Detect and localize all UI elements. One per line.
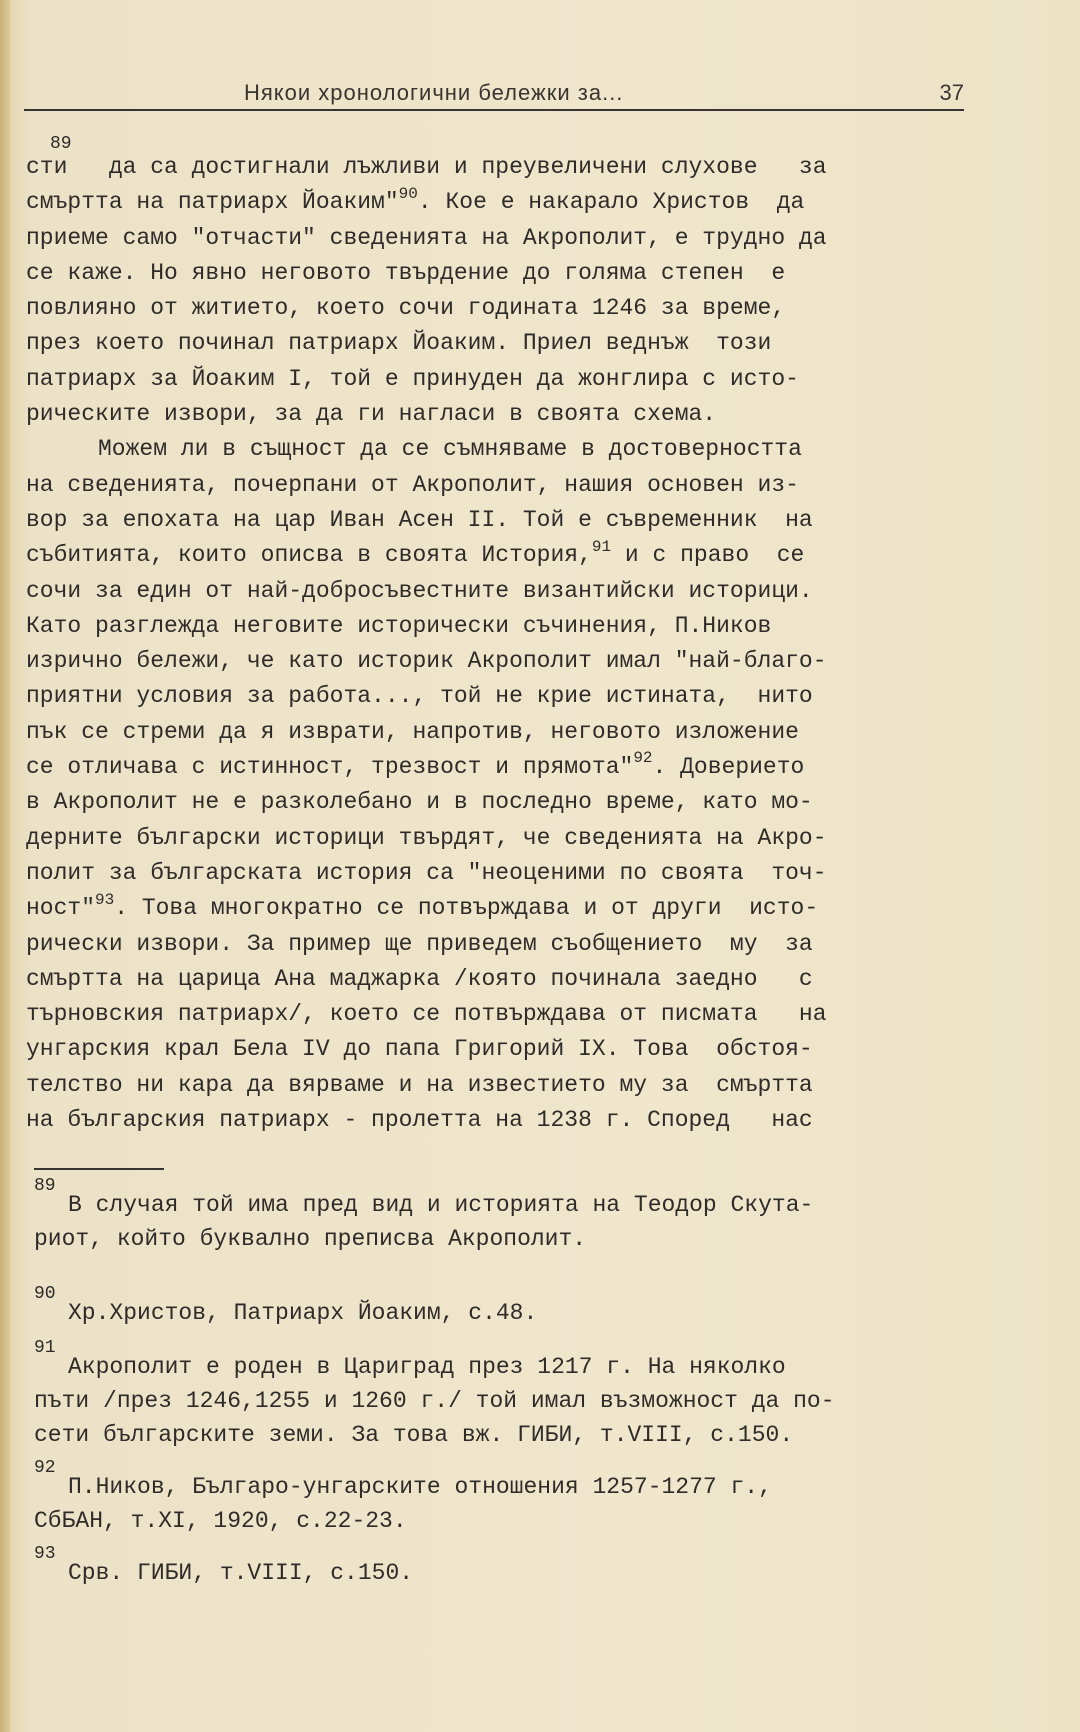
- footnote-ref-92: 92: [633, 749, 653, 768]
- body-line: сти да са достигнали лъжливи и преувеличени слухове за: [26, 154, 827, 180]
- body-line: повлияно от житието, което сочи годината 1246 за време,: [26, 295, 786, 322]
- body-line: се отличава с истинност, трезвост и прямота"$^{92}$. Доверието: [26, 749, 805, 781]
- body-line: рически извори. За пример ще приведем съобщението му за: [26, 930, 813, 957]
- body-line: на сведенията, почерпани от Акрополит, нашия основен из-: [26, 471, 799, 498]
- body-line: през което починал патриарх Йоаким. Приел веднъж този: [26, 330, 772, 357]
- body-line: дерните български историци твърдят, че сведенията на Акро-: [26, 824, 827, 851]
- footnote-ref-90: 90: [398, 184, 418, 203]
- body-line: на българския патриарх - пролетта на 1238 г. Според нас: [26, 1107, 813, 1134]
- body-line: вор за епохата на цар Иван Асен II. Той е съвременник на: [26, 506, 813, 533]
- body-line: сочи за един от най-добросъвестните византийски историци.: [26, 577, 813, 604]
- body-line-paragraph-start: Можем ли в същност да се съмняваме в достоверността: [98, 436, 802, 463]
- body-line: търновския патриарх/, което се потвърждава от писмата на: [26, 1001, 827, 1028]
- body-line: събитията, които описва в своята История,$^{91}$ и с право се: [26, 537, 805, 569]
- body-line: полит за българската история са "неоценими по своята точ-: [26, 859, 827, 886]
- footnote-ref-91: 91: [591, 537, 612, 556]
- body-line: Като разглежда неговите исторически съчинения, П.Ников: [26, 612, 772, 639]
- footnote-ref-93: 93: [95, 890, 115, 909]
- footnote-ref-89: 89: [50, 134, 72, 154]
- body-line: в Акрополит не е разколебано и в последно време, като мо-: [26, 789, 813, 816]
- body-text: [26, 150, 976, 1138]
- footnote-line: СбБАН, т.XI, 1920, с.22-23.: [34, 1508, 407, 1534]
- footnote-line: Хр.Христов, Патриарх Йоаким, с.48.: [68, 1300, 538, 1326]
- body-line: пък се стреми да я изврати, напротив, неговото изложение: [26, 718, 799, 745]
- footnote-line: сети българските земи. За това вж. ГИБИ, т.VIII, с.150.: [34, 1422, 794, 1448]
- body-line: приеме само "отчасти" сведенията на Акрополит, е трудно да: [26, 224, 827, 251]
- body-line: рическите извори, за да ги нагласи в своята схема.: [26, 401, 717, 428]
- running-header-title: Някои хронологични бележки за...: [244, 80, 624, 105]
- footnote-91: [34, 1338, 980, 1458]
- footnote-separator: [34, 1168, 164, 1170]
- body-line: телство ни кара да вярваме и на известието му за смъртта: [26, 1071, 813, 1098]
- body-line: смъртта на царица Ана маджарка /която починала заедно с: [26, 965, 813, 992]
- footnote-number: 91: [34, 1338, 56, 1358]
- body-line: приятни условия за работа..., той не крие истината, нито: [26, 683, 813, 710]
- body-line: ност"$^{93}$. Това многократно се потвърждава и от други исто-: [26, 890, 819, 922]
- footnote-line: пъти /през 1246,1255 и 1260 г./ той имал възможност да по-: [34, 1388, 835, 1414]
- footnote-number: 89: [34, 1176, 56, 1196]
- footnote-line: П.Ников, Българо-унгарските отношения 1257-1277 г.,: [68, 1474, 772, 1500]
- footnotes: [34, 1176, 980, 1598]
- page-spine-shadow: [0, 0, 10, 1732]
- footnote-line: риот, който буквално преписва Акрополит.: [34, 1226, 587, 1252]
- body-line: се каже. Но явно неговото твърдение до голяма степен е: [26, 259, 786, 286]
- body-line: унгарския крал Бела IV до папа Григорий IX. Това обстоя-: [26, 1036, 813, 1063]
- body-line: патриарх за Йоаким I, той е принуден да жонглира с исто-: [26, 365, 799, 392]
- footnote-93: [34, 1544, 980, 1598]
- footnote-number: 93: [34, 1544, 56, 1564]
- body-line: изрично бележи, че като историк Акрополит имал "най-благо-: [26, 648, 827, 675]
- footnote-line: Акрополит е роден в Цариград през 1217 г. На няколко: [68, 1354, 786, 1380]
- footnote-number: 92: [34, 1458, 56, 1478]
- header-rule: [24, 109, 964, 111]
- footnote-89: [34, 1176, 980, 1284]
- page-number: 37: [939, 80, 964, 105]
- footnote-90: [34, 1284, 980, 1338]
- footnote-number: 90: [34, 1284, 56, 1304]
- footnote-line: В случая той има пред вид и историята на Теодор Скута-: [68, 1192, 814, 1218]
- footnote-92: [34, 1458, 980, 1544]
- footnote-line: Срв. ГИБИ, т.VIII, с.150.: [68, 1560, 414, 1586]
- body-line: смъртта на патриарх Йоаким"$^{90}$. Кое е накарало Христов да: [26, 184, 805, 216]
